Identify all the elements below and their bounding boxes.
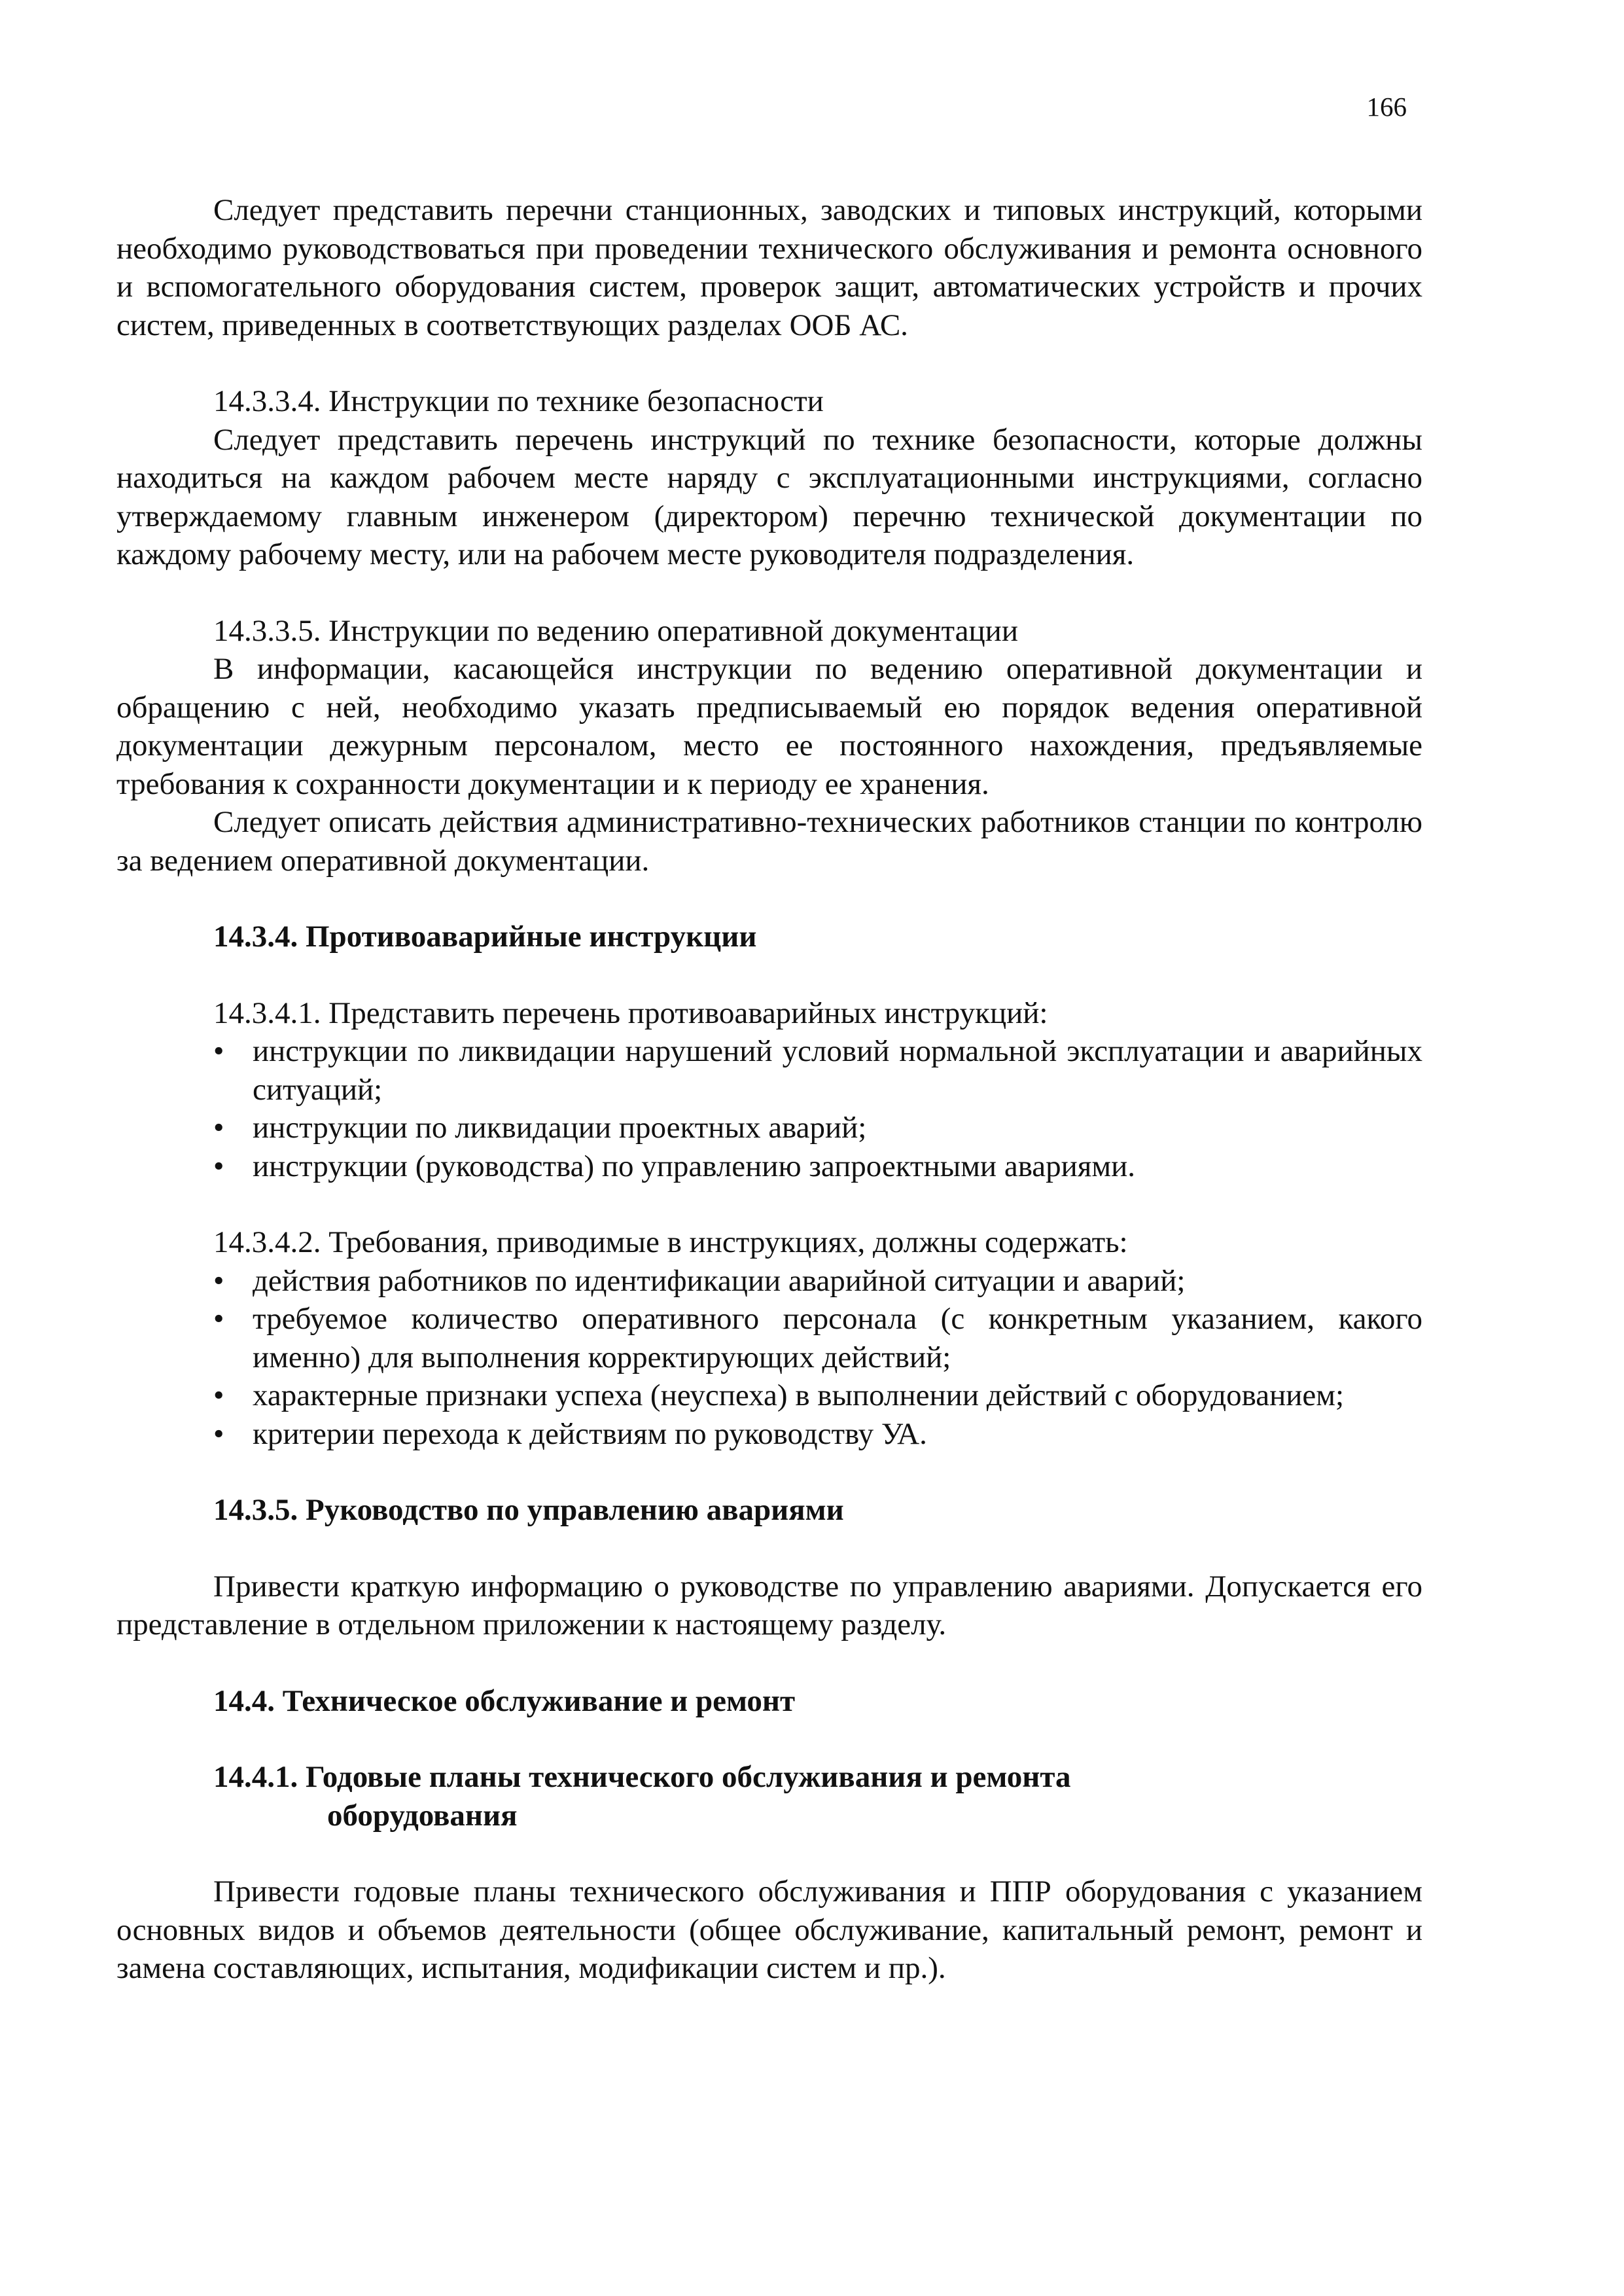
paragraph-14-3-4-1: 14.3.4.1. Представить перечень противоаварийных инструкций: (213, 996, 1048, 1030)
list-item: • требуемое количество оперативного персонала (с конкретным указанием, какого именно) для выполнения корректирующих действий; (116, 1300, 1422, 1376)
list-emergency-instructions (116, 1032, 1422, 1185)
paragraph-annual-plans: Привести годовые планы технического обслуживания и ППР оборудования с указанием основных видов и объемов деятельности (общее обслуживание, капитальный ремонт, ремонт и замена составляющих, испытания, модификации систем и пр.). (116, 1874, 1422, 1985)
list-item: • инструкции по ликвидации проектных аварий; (116, 1109, 1422, 1147)
list-instruction-requirements (116, 1262, 1422, 1454)
heading-14-4-1-line1: 14.4.1. Годовые планы технического обслуживания и ремонта (213, 1760, 1071, 1794)
heading-14-3-5: 14.3.5. Руководство по управлению авариями (213, 1493, 844, 1527)
paragraph-control-docs: Следует описать действия административно-технических работников станции по контролю за ведением оперативной документации. (116, 805, 1422, 878)
list-item: • характерные признаки успеха (неуспеха) в выполнении действий с оборудованием; (116, 1376, 1422, 1415)
heading-14-4-1-line2: оборудования (327, 1798, 518, 1833)
list-item: • инструкции (руководства) по управлению запроектными авариями. (116, 1147, 1422, 1186)
list-item: • критерии перехода к действиям по руководству УА. (116, 1415, 1422, 1454)
heading-14-4: 14.4. Техническое обслуживание и ремонт (213, 1683, 796, 1718)
paragraph-safety-instructions: Следует представить перечень инструкций по технике безопасности, которые должны находиться на каждом рабочем месте наряду с эксплуатационными инструкциями, согласно утверждаемому главным инженером (директором) перечню технической документации по каждому рабочему месту, или на рабочем месте руководителя подразделения. (116, 422, 1422, 571)
list-item: • инструкции по ликвидации нарушений условий нормальной эксплуатации и аварийных ситуаций; (116, 1032, 1422, 1109)
page-number: 166 (1366, 92, 1407, 122)
subheading-14-3-3-4: 14.3.3.4. Инструкции по технике безопасности (213, 384, 824, 418)
paragraph-accident-management: Привести краткую информацию о руководстве по управлению авариями. Допускается его представление в отдельном приложении к настоящему разделу. (116, 1569, 1422, 1641)
heading-14-4-1 (116, 1758, 1422, 1835)
list-item: • действия работников по идентификации аварийной ситуации и аварий; (116, 1262, 1422, 1300)
paragraph-operational-docs: В информации, касающейся инструкции по ведению оперативной документации и обращению с ней, необходимо указать предписываемый ею порядок ведения оперативной документации дежурным персоналом, место ее постоянного нахождения, предъявляемые требования к сохранности документации и к периоду ее хранения. (116, 652, 1422, 801)
heading-14-3-4: 14.3.4. Противоаварийные инструкции (213, 920, 757, 954)
document-body (116, 191, 1422, 1988)
paragraph-instructions-lists: Следует представить перечни станционных, заводских и типовых инструкций, которыми необходимо руководствоваться при проведении технического обслуживания и ремонта основного и вспомогательного оборудования систем, проверок защит, автоматических устройств и прочих систем, приведенных в соответствующих разделах ООБ АС. (116, 193, 1422, 342)
paragraph-14-3-4-2: 14.3.4.2. Требования, приводимые в инструкциях, должны содержать: (213, 1225, 1128, 1259)
subheading-14-3-3-5: 14.3.3.5. Инструкции по ведению оперативной документации (213, 613, 1018, 648)
